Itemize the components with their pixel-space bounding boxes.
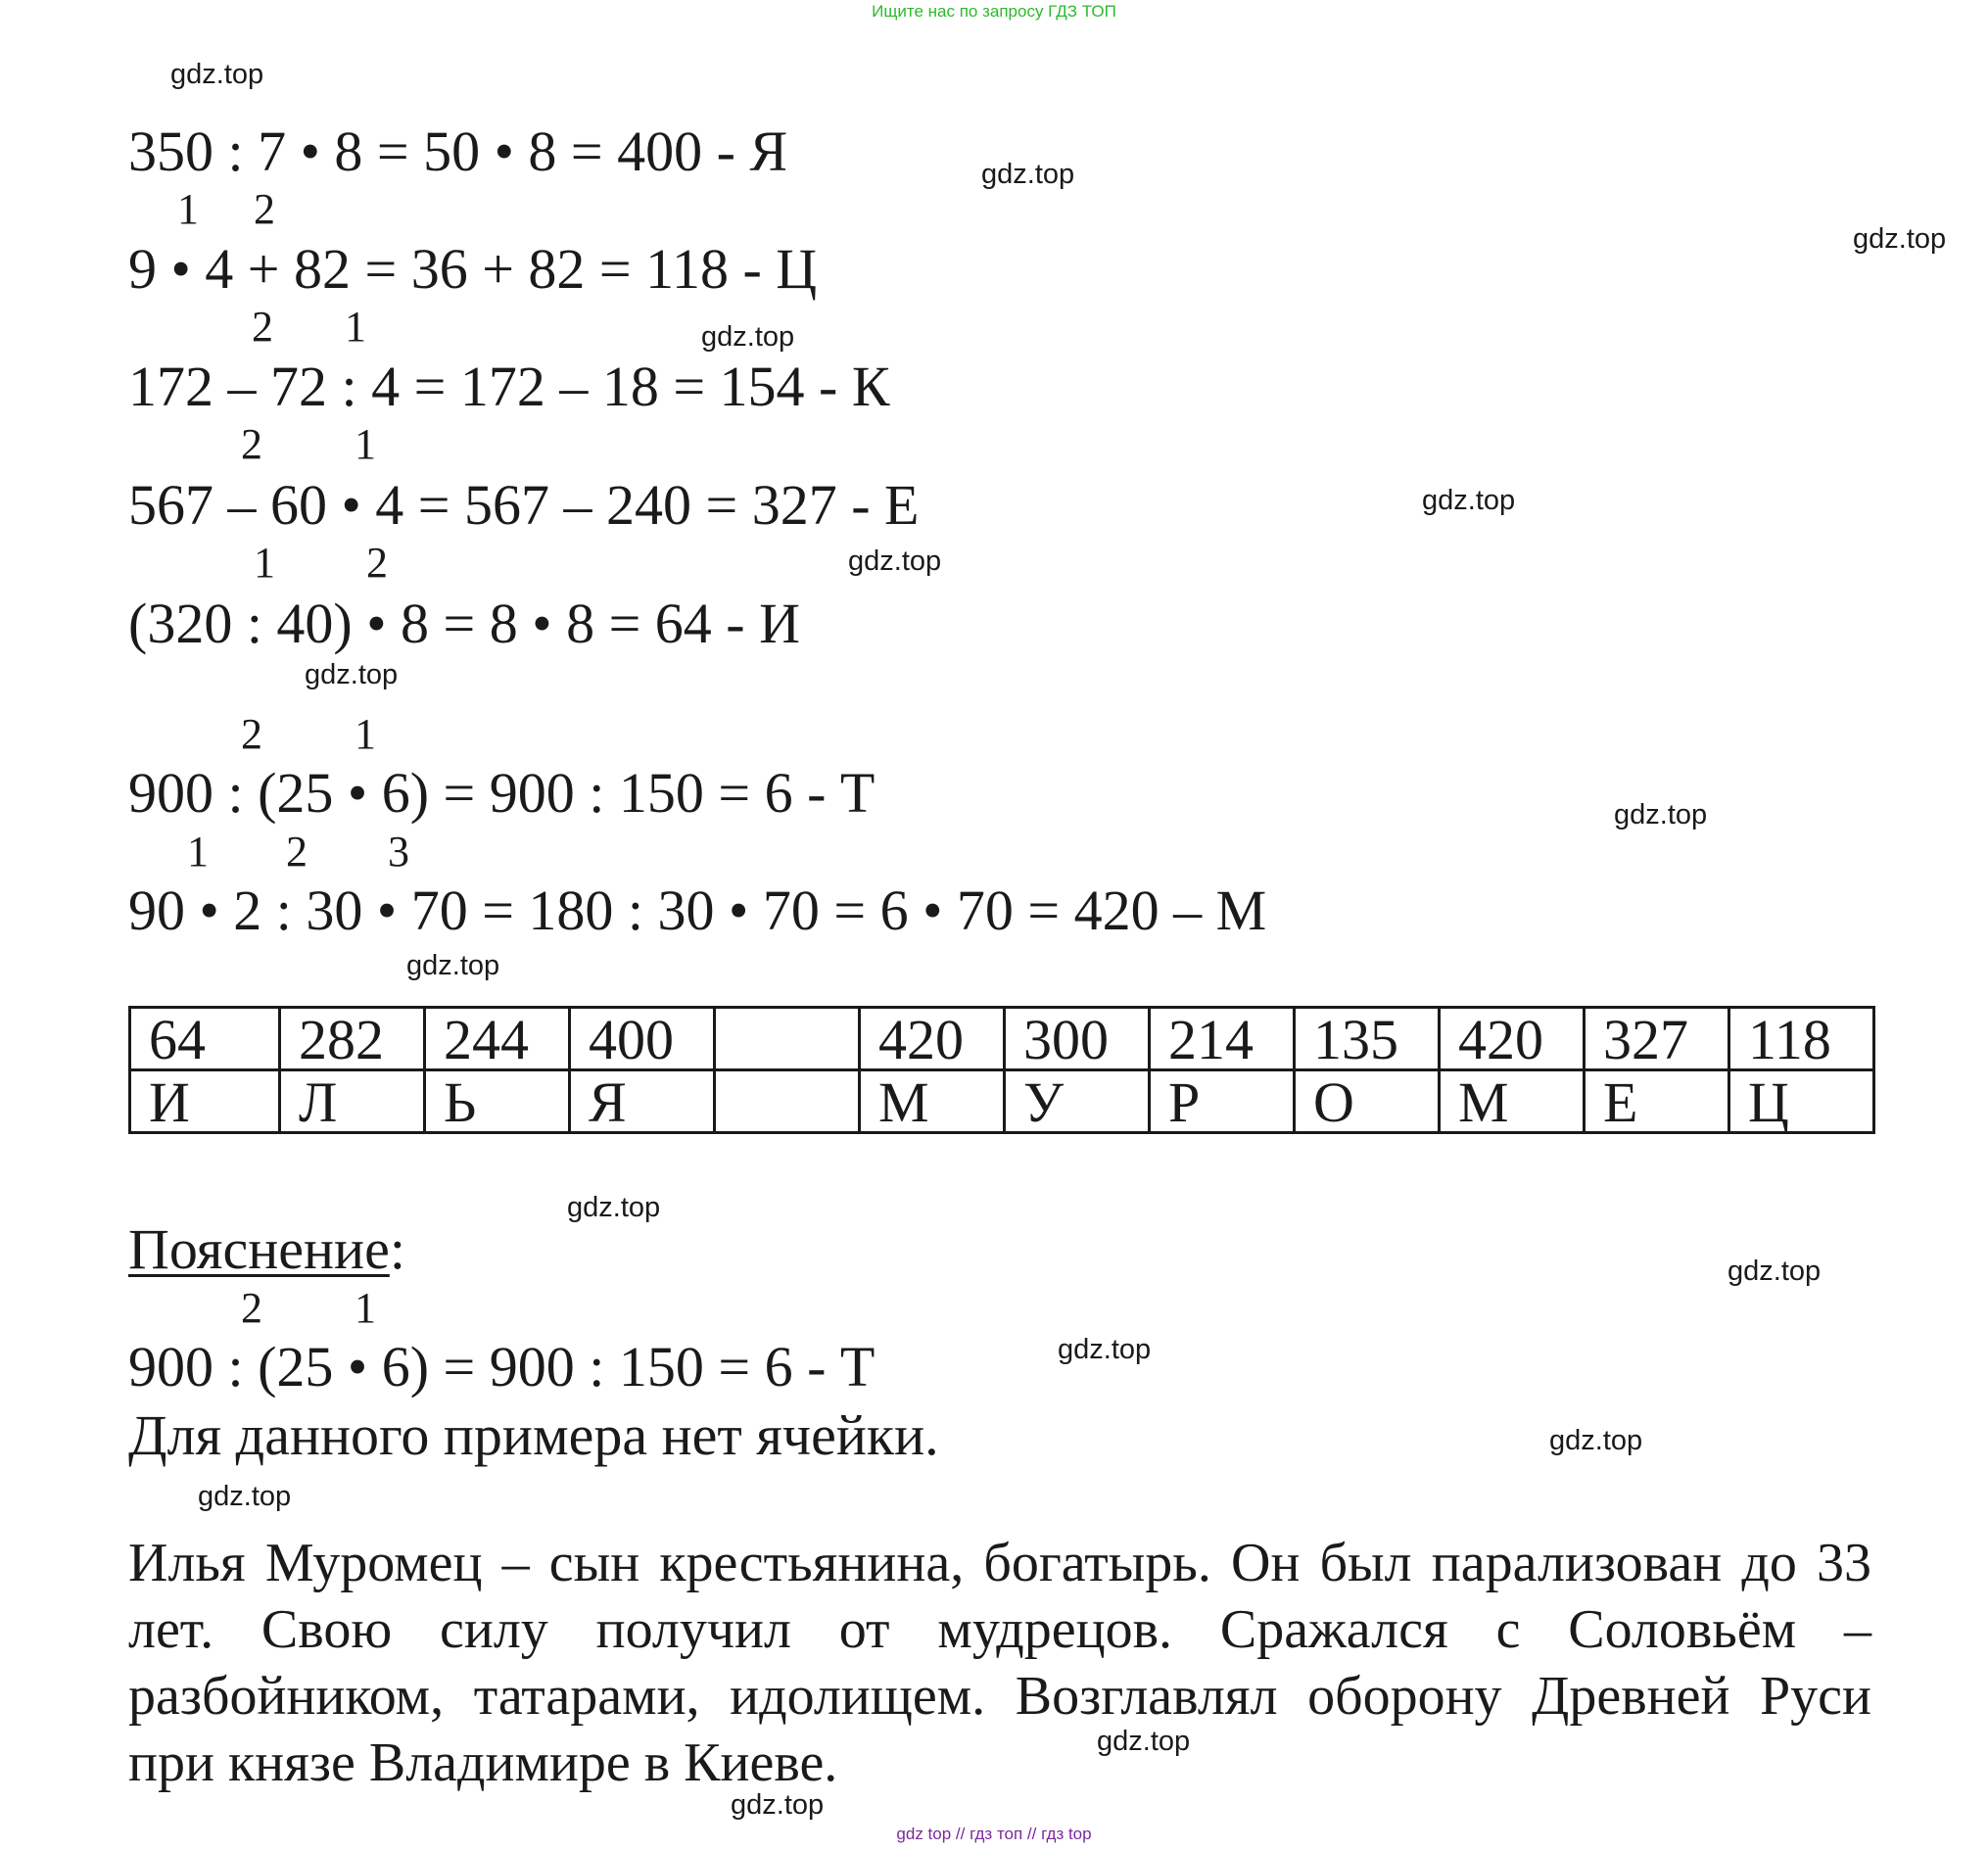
explanation-note: Для данного примера нет ячейки. [128,1403,939,1467]
top-banner[interactable]: Ищите нас по запросу ГДЗ ТОП [872,2,1116,21]
operation-order-number: 1 [355,420,376,468]
operation-order-number: 1 [355,710,376,758]
letter-cell: М [1440,1070,1585,1133]
equation-line: (320 : 40) • 8 = 8 • 8 = 64 - И [128,592,800,655]
watermark: gdz.top [1549,1425,1643,1456]
answer-table [128,1006,1875,1134]
equation-line: 9 • 4 + 82 = 36 + 82 = 118 - Ц [128,237,818,301]
operation-order-number: 1 [355,1284,376,1332]
numbers-row [130,1008,1874,1070]
explanation-heading-colon: : [389,1217,405,1281]
watermark: gdz.top [406,950,500,981]
watermark: gdz.top [848,546,942,577]
number-cell [715,1008,860,1070]
letter-cell: Р [1150,1070,1295,1133]
operation-order-number: 2 [241,710,262,758]
equation-line: 172 – 72 : 4 = 172 – 18 = 154 - К [128,355,890,418]
number-cell: 420 [1440,1008,1585,1070]
number-cell: 420 [860,1008,1005,1070]
explanation-heading-text: Пояснение [128,1217,390,1281]
number-cell: 244 [425,1008,570,1070]
number-cell: 64 [130,1008,280,1070]
number-cell: 400 [570,1008,715,1070]
operation-order-number: 2 [241,420,262,468]
letter-cell: Ь [425,1070,570,1133]
number-cell: 327 [1585,1008,1729,1070]
letter-cell: И [130,1070,280,1133]
bottom-banner[interactable]: gdz top // гдз топ // гдз top [896,1825,1092,1843]
watermark: gdz.top [170,59,264,90]
number-cell: 118 [1729,1008,1874,1070]
watermark: gdz.top [1422,485,1516,516]
operation-order-number: 2 [286,828,308,876]
watermark: gdz.top [731,1789,825,1821]
letter-cell: Л [280,1070,425,1133]
equation-line: 567 – 60 • 4 = 567 – 240 = 327 - Е [128,473,920,537]
watermark: gdz.top [1614,799,1708,830]
equation-line: 900 : (25 • 6) = 900 : 150 = 6 - Т [128,761,876,825]
letter-cell: У [1005,1070,1150,1133]
number-cell: 214 [1150,1008,1295,1070]
operation-order-number: 3 [388,828,409,876]
letter-cell: О [1295,1070,1440,1133]
operation-order-number: 1 [187,828,209,876]
operation-order-number: 2 [254,185,275,233]
number-cell: 300 [1005,1008,1150,1070]
number-cell: 135 [1295,1008,1440,1070]
letter-cell [715,1070,860,1133]
letter-cell: Я [570,1070,715,1133]
watermark: gdz.top [198,1481,292,1512]
letters-row [130,1070,1874,1133]
watermark: gdz.top [981,159,1075,190]
operation-order-number: 2 [366,539,388,587]
equation-line: 90 • 2 : 30 • 70 = 180 : 30 • 70 = 6 • 70 = 420 – М [128,878,1267,942]
watermark: gdz.top [1728,1256,1822,1287]
letter-cell: Е [1585,1070,1729,1133]
operation-order-number: 1 [345,303,366,351]
equation-line: 350 : 7 • 8 = 50 • 8 = 400 - Я [128,119,788,183]
operation-order-number: 2 [241,1284,262,1332]
watermark: gdz.top [305,659,399,690]
letter-cell: Ц [1729,1070,1874,1133]
letter-cell: М [860,1070,1005,1133]
watermark: gdz.top [567,1192,661,1223]
number-cell: 282 [280,1008,425,1070]
watermark: gdz.top [1058,1334,1152,1365]
operation-order-number: 2 [252,303,273,351]
operation-order-number: 1 [254,539,275,587]
explanation-equation: 900 : (25 • 6) = 900 : 150 = 6 - Т [128,1335,876,1399]
watermark: gdz.top [1853,223,1947,255]
watermark: gdz.top [701,321,795,353]
hero-description: Илья Муромец – сын крестьянина, богатырь. Он был парализован до 33 лет. Свою силу получил от мудрецов. Сражался с Соловьём – разбойником, татарами, идолищем. Возглавлял оборону Древней Руси при князе Владимире в Киеве. [128,1533,1871,1793]
operation-order-number: 1 [177,185,199,233]
explanation-heading [128,1216,405,1282]
watermark: gdz.top [1097,1726,1191,1757]
